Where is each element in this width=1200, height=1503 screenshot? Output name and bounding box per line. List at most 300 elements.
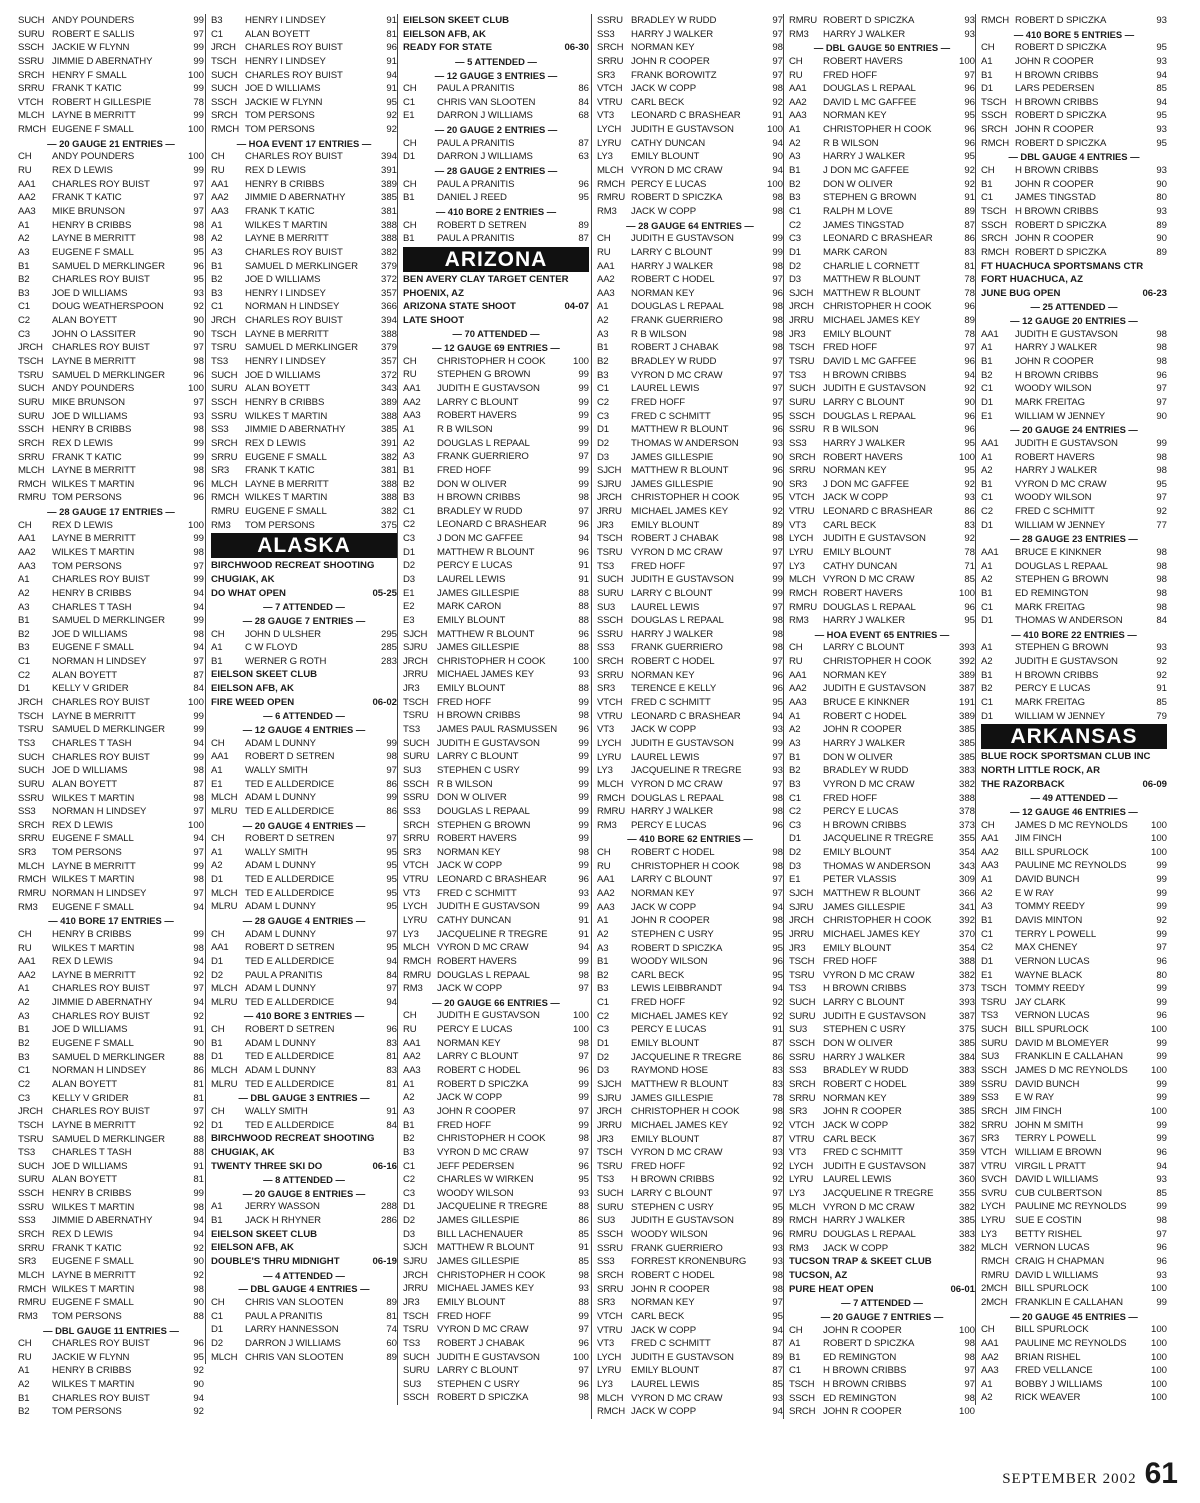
event-divider: — 12 GAUGE 3 ENTRIES —: [434, 69, 558, 81]
result-row: [18, 546, 204, 560]
result-row: [211, 859, 397, 873]
score: 99: [1156, 874, 1167, 886]
shooter-name: SAMUEL D MERKLINGER: [52, 260, 165, 272]
class-code: JRCH: [211, 315, 236, 327]
class-code: D2: [403, 1215, 415, 1227]
score: 95: [1156, 42, 1167, 54]
shooter-name: H BROWN CRIBBS: [1015, 669, 1099, 681]
shooter-name: HARRY J WALKER: [631, 260, 714, 272]
shooter-name: ROBERT D SETREN: [245, 751, 335, 763]
result-row: [211, 1200, 397, 1214]
result-row: [597, 737, 783, 751]
class-code: LY3: [789, 560, 805, 572]
class-code: AA1: [981, 1337, 999, 1349]
shooter-name: BRIAN RISHEL: [1015, 1351, 1081, 1363]
result-row: [211, 369, 397, 383]
shooter-name: JACQUELINE R TREGRE: [437, 1201, 548, 1213]
score: 97: [1156, 492, 1167, 504]
score: 93: [772, 1256, 783, 1268]
class-code: A3: [597, 328, 609, 340]
score: 100: [187, 819, 204, 831]
shooter-name: STEPHEN C USRY: [437, 764, 520, 776]
shooter-name: ROBERT J CHABAK: [631, 342, 719, 354]
score: 92: [772, 1010, 783, 1022]
score: 96: [772, 465, 783, 477]
shooter-name: ROBERT D SPICZKA: [631, 942, 723, 954]
shooter-name: DAVID L WILLIAMS: [1015, 1174, 1099, 1186]
result-row: [403, 1009, 589, 1023]
shoot-name-date: [403, 41, 589, 55]
class-code: A2: [211, 860, 223, 872]
shooter-name: HARRY J WALKER: [1015, 342, 1098, 354]
class-code: LY3: [789, 1188, 805, 1200]
score: 309: [958, 874, 975, 886]
class-code: A1: [211, 1201, 223, 1213]
class-code: MLCH: [211, 887, 238, 899]
score: 98: [772, 847, 783, 859]
result-row: [18, 1173, 204, 1187]
score: 95: [386, 96, 397, 108]
score: 355: [958, 833, 975, 845]
shooter-name: JOE D WILLIAMS: [52, 1024, 128, 1036]
shooter-name: BRADLEY W RUDD: [631, 15, 717, 26]
result-row: [981, 1269, 1167, 1283]
class-code: AA2: [18, 969, 36, 981]
shooter-name: WILKES T MARTIN: [52, 1201, 135, 1213]
class-code: SUCH: [18, 751, 45, 763]
score: 98: [193, 356, 204, 368]
score: 98: [772, 315, 783, 327]
score: 96: [578, 1065, 589, 1077]
shooter-name: DAVID M BLOMEYER: [1015, 1037, 1109, 1049]
club-heading: BIRCHWOOD RECREAT SHOOTING: [211, 560, 375, 572]
result-row: [789, 205, 975, 219]
score: 95: [772, 928, 783, 940]
class-code: SRRU: [18, 451, 45, 463]
shooter-name: R B WILSON: [437, 423, 493, 435]
club-heading: TUCSON, AZ: [789, 1269, 848, 1281]
shooter-name: JAMES GILLESPIE: [631, 1092, 714, 1104]
result-row: [981, 601, 1167, 615]
shooter-name: MARK FREITAG: [1015, 697, 1086, 709]
result-row: [18, 901, 204, 915]
shooter-name: JOE D WILLIAMS: [52, 765, 128, 777]
result-row: [18, 69, 204, 83]
result-row: [789, 150, 975, 164]
shooter-name: MATTHEW R BLOUNT: [437, 628, 535, 640]
result-row: [597, 96, 783, 110]
result-row: [789, 1187, 975, 1201]
class-code: SURU: [18, 28, 45, 40]
score: 99: [578, 819, 589, 831]
class-code: D1: [981, 396, 993, 408]
shoot-name-date: [789, 1283, 975, 1297]
class-code: LYCH: [981, 1201, 1006, 1213]
class-code: MLRU: [211, 805, 238, 817]
shooter-name: JACQUELINE R TREGRE: [631, 1051, 742, 1063]
class-code: SU3: [789, 1024, 808, 1036]
shooter-name: MARK FREITAG: [1015, 396, 1086, 408]
result-row: [403, 928, 589, 942]
shooter-name: H BROWN CRIBBS: [823, 983, 907, 995]
shooter-name: CHRISTOPHER H COOK: [631, 492, 740, 504]
result-row: [211, 451, 397, 465]
result-row: [981, 914, 1167, 928]
class-code: B1: [981, 69, 993, 81]
result-row: [211, 410, 397, 424]
shoot-name: DO WHAT OPEN: [211, 587, 286, 599]
class-code: CH: [211, 628, 225, 640]
score: 87: [772, 1133, 783, 1145]
score: 99: [1156, 1201, 1167, 1213]
shooter-name: CHRISTOPHER H COOK: [437, 355, 546, 367]
class-code: LYRU: [981, 1215, 1006, 1227]
score: 94: [193, 901, 204, 913]
result-row: [789, 846, 975, 860]
shooter-name: JAMES TINGSTAD: [823, 219, 904, 231]
score: 93: [578, 887, 589, 899]
result-row: [211, 1023, 397, 1037]
class-code: A2: [981, 1392, 993, 1404]
score: 99: [193, 533, 204, 545]
score: 89: [1156, 246, 1167, 258]
state-banner: ARIZONA: [403, 247, 589, 272]
score: 99: [193, 1188, 204, 1200]
score: 94: [772, 983, 783, 995]
result-row: [789, 451, 975, 465]
class-code: SRCH: [981, 124, 1008, 136]
score: 97: [772, 888, 783, 899]
shooter-name: PAUL A PRANITIS: [245, 1310, 323, 1322]
class-code: AA2: [18, 192, 36, 204]
score: 88: [578, 683, 589, 695]
result-row: [981, 614, 1167, 628]
score: 382: [958, 1242, 975, 1254]
result-row: [18, 682, 204, 696]
score: 389: [958, 1092, 975, 1104]
shooter-name: JOHN R COOPER: [631, 915, 710, 927]
shooter-name: ROBERT D SETREN: [245, 833, 335, 845]
result-row: [789, 1392, 975, 1406]
result-row: [597, 164, 783, 178]
class-code: TS3: [981, 1010, 998, 1022]
score: 385: [958, 1215, 975, 1227]
shooter-name: DARRON J WILLIAMS: [245, 1337, 341, 1349]
class-code: AA1: [18, 533, 36, 545]
score: 382: [958, 1201, 975, 1213]
shooter-name: VYRON D MC CRAW: [631, 165, 723, 177]
score: 385: [380, 192, 397, 204]
class-code: D1: [403, 546, 415, 558]
score: 97: [1156, 942, 1167, 954]
score: 99: [1156, 901, 1167, 913]
shooter-name: ROBERT D SPICZKA: [437, 1392, 529, 1404]
club-heading: BIRCHWOOD RECREAT SHOOTING: [211, 1133, 375, 1145]
class-code: TSCH: [403, 696, 429, 708]
class-code: TS3: [18, 737, 35, 749]
score: 92: [1156, 915, 1167, 926]
class-code: A1: [211, 846, 223, 858]
shooter-name: H BROWN CRIBBS: [823, 1379, 907, 1391]
score: 97: [193, 888, 204, 899]
result-row: [789, 232, 975, 246]
class-code: A1: [18, 219, 30, 231]
shooter-name: FRED HOFF: [631, 560, 685, 572]
score: 99: [1156, 887, 1167, 899]
score: 379: [380, 260, 397, 272]
state-banner: ALASKA: [211, 533, 397, 558]
shooter-name: JACK W COPP: [823, 492, 888, 504]
score: 388: [380, 410, 397, 422]
score: 99: [193, 451, 204, 463]
class-code: SR3: [18, 847, 37, 859]
result-row: [18, 1405, 204, 1419]
result-row: [981, 1337, 1167, 1351]
result-row: [18, 710, 204, 724]
score: 391: [380, 165, 397, 177]
score: 191: [958, 697, 975, 709]
shoot-date: 06-01: [950, 1283, 975, 1295]
score: 84: [1156, 615, 1167, 627]
shooter-name: ROBERT HAVERS: [1015, 451, 1095, 463]
shooter-name: SAMUEL D MERKLINGER: [52, 1051, 165, 1063]
shooter-name: VYRON D MC CRAW: [1015, 478, 1107, 490]
shooter-name: FRED HOFF: [823, 342, 877, 354]
score: 382: [958, 1119, 975, 1131]
result-row: [981, 1105, 1167, 1119]
shooter-name: PERCY E LUCAS: [631, 178, 707, 190]
result-row: [789, 328, 975, 342]
result-row: [981, 1037, 1167, 1051]
score: 98: [1156, 451, 1167, 463]
score: 97: [193, 983, 204, 995]
class-code: SURU: [18, 410, 45, 422]
result-row: [981, 205, 1167, 219]
result-row: [403, 96, 589, 110]
class-code: RM3: [789, 28, 809, 40]
result-row: [789, 137, 975, 151]
result-row: [597, 28, 783, 42]
shooter-name: WILKES T MARTIN: [245, 492, 328, 504]
shooter-name: HARRY J WALKER: [631, 806, 714, 818]
score: 91: [772, 1024, 783, 1036]
result-row: [789, 1242, 975, 1256]
class-code: CH: [211, 151, 225, 163]
class-code: VT3: [789, 1147, 806, 1159]
shooter-name: PERCY E LUCAS: [1015, 683, 1091, 695]
shooter-name: JOHN R COOPER: [1015, 124, 1094, 136]
result-row: [403, 832, 589, 846]
shooter-name: ROBERT D SPICZKA: [1015, 15, 1107, 26]
score: 99: [578, 1092, 589, 1104]
shoot-name: FIRE WEED OPEN: [211, 696, 295, 708]
score: 99: [1156, 1037, 1167, 1049]
score: 98: [1156, 546, 1167, 558]
result-row: [789, 1351, 975, 1365]
shooter-name: ROBERT D SPICZKA: [631, 192, 723, 204]
score: 99: [1156, 860, 1167, 872]
result-row: [211, 778, 397, 792]
class-code: SJCH: [789, 287, 814, 299]
shooter-name: JUDITH E GUSTAVSON: [631, 1351, 734, 1363]
score: 95: [386, 942, 397, 954]
class-code: MLCH: [18, 110, 45, 122]
result-row: [597, 1214, 783, 1228]
score: 91: [386, 1105, 397, 1117]
result-row: [18, 82, 204, 96]
score: 359: [958, 1147, 975, 1159]
class-code: SRCH: [403, 819, 430, 831]
result-row: [981, 682, 1167, 696]
event-divider: — 410 BORE 17 ENTRIES —: [48, 915, 174, 927]
shooter-name: NORMAN KEY: [823, 1092, 887, 1104]
score: 94: [386, 69, 397, 81]
score: 97: [193, 847, 204, 859]
score: 93: [578, 1187, 589, 1199]
class-code: D3: [597, 451, 609, 463]
score: 388: [380, 328, 397, 340]
class-code: C1: [789, 1365, 801, 1377]
shooter-name: EUGENE F SMALL: [245, 506, 327, 518]
shooter-name: CHARLES ROY BUIST: [52, 1106, 150, 1118]
score: 86: [578, 83, 589, 95]
score: 94: [386, 996, 397, 1008]
shoot-date: 05-25: [372, 587, 397, 599]
class-code: A2: [597, 928, 609, 940]
event-divider: — 20 GAUGE 4 ENTRIES —: [242, 819, 366, 831]
score: 94: [578, 942, 589, 954]
result-row: [597, 1255, 783, 1269]
shooter-name: TOM PERSONS: [245, 519, 315, 531]
class-code: JRRU: [403, 669, 428, 681]
shooter-name: BOBBY J WILLIAMS: [1015, 1378, 1103, 1390]
shooter-name: WILLIAM W JENNEY: [1015, 710, 1106, 722]
result-row: [18, 1133, 204, 1147]
club-heading: EIELSON SKEET CLUB: [211, 669, 318, 681]
class-code: SSCH: [403, 778, 429, 790]
shooter-name: JUDITH E GUSTAVSON: [823, 683, 926, 695]
class-code: A3: [211, 246, 223, 258]
class-code: D1: [211, 955, 223, 967]
class-code: LYCH: [789, 533, 814, 545]
class-code: A1: [211, 219, 223, 231]
score: 95: [193, 1351, 204, 1363]
score: 96: [772, 669, 783, 681]
score: 392: [958, 656, 975, 668]
shooter-name: MICHAEL JAMES KEY: [437, 1283, 535, 1295]
result-row: [18, 1337, 204, 1351]
class-code: VT3: [597, 724, 614, 736]
class-code: C1: [18, 301, 30, 313]
result-row: [597, 273, 783, 287]
score: 381: [380, 205, 397, 217]
score: 94: [772, 901, 783, 913]
result-row: [18, 451, 204, 465]
class-code: AA2: [981, 1351, 999, 1363]
score: 95: [1156, 137, 1167, 149]
result-row: [981, 328, 1167, 342]
class-code: AA3: [597, 287, 615, 299]
score: 95: [772, 410, 783, 422]
class-code: SRCH: [597, 656, 624, 668]
shooter-name: DOUGLAS L REPAAL: [631, 301, 724, 313]
shooter-name: CHARLES ROY BUIST: [245, 246, 343, 258]
club-heading: FORT HUACHUCA, AZ: [981, 274, 1083, 286]
result-row: [789, 546, 975, 560]
score: 98: [1156, 560, 1167, 572]
event-divider: — 5 ATTENDED —: [455, 55, 537, 67]
shooter-name: FRED C SCHMITT: [631, 1338, 711, 1350]
result-row: [403, 969, 589, 983]
shooter-name: ROBERT D SPICZKA: [1015, 137, 1107, 149]
score: 90: [193, 1379, 204, 1391]
shooter-name: NORMAN KEY: [631, 888, 695, 899]
score: 393: [958, 997, 975, 1009]
shooter-name: REX D LEWIS: [52, 437, 113, 449]
event-divider: — 4 ATTENDED —: [263, 1269, 345, 1281]
shooter-name: JUDITH E GUSTAVSON: [437, 737, 540, 749]
shooter-name: CHARLES T TASH: [52, 601, 132, 613]
result-row: [18, 109, 204, 123]
score: 99: [578, 1119, 589, 1131]
shooter-name: WILKES T MARTIN: [52, 1283, 135, 1295]
result-row: [18, 601, 204, 615]
result-row: [403, 1228, 589, 1242]
score: 99: [578, 955, 589, 967]
class-code: AA3: [981, 860, 999, 872]
shooter-name: DOUGLAS L REPAAL: [823, 601, 916, 613]
class-code: B3: [597, 369, 609, 381]
score: 98: [772, 192, 783, 204]
class-code: VTRU: [981, 1160, 1007, 1172]
class-code: SJRU: [403, 642, 428, 654]
result-row: [403, 668, 589, 682]
class-code: VTRU: [597, 96, 623, 108]
shooter-name: VYRON D MC CRAW: [631, 1147, 723, 1159]
score: 343: [380, 383, 397, 395]
shooter-name: JAMES D MC REYNOLDS: [1015, 819, 1128, 831]
result-row: [18, 382, 204, 396]
class-code: RMRU: [18, 1297, 46, 1309]
class-code: SS3: [597, 1256, 615, 1268]
result-row: [18, 832, 204, 846]
class-code: B2: [403, 1133, 415, 1145]
class-code: MLCH: [597, 1392, 624, 1404]
score: 94: [1156, 96, 1167, 108]
result-row: [403, 982, 589, 996]
score: 92: [193, 1269, 204, 1281]
score: 97: [1156, 1228, 1167, 1240]
class-code: JR3: [403, 683, 420, 695]
result-row: [597, 232, 783, 246]
shooter-name: JOHN R COOPER: [631, 1283, 710, 1295]
result-row: [403, 1173, 589, 1187]
shooter-name: ROBERT C HODEL: [631, 1269, 715, 1281]
score: 85: [578, 1256, 589, 1268]
result-row: [211, 28, 397, 42]
class-code: C2: [597, 396, 609, 408]
score: 392: [958, 915, 975, 927]
result-row: [789, 1160, 975, 1174]
result-row: [211, 219, 397, 233]
class-code: C1: [789, 792, 801, 804]
class-code: AA1: [789, 669, 807, 681]
score: 100: [1150, 1105, 1167, 1117]
class-code: JR3: [403, 1296, 420, 1308]
score: 98: [1156, 465, 1167, 477]
shooter-name: LARRY C BLOUNT: [631, 874, 713, 886]
score: 92: [193, 301, 204, 313]
